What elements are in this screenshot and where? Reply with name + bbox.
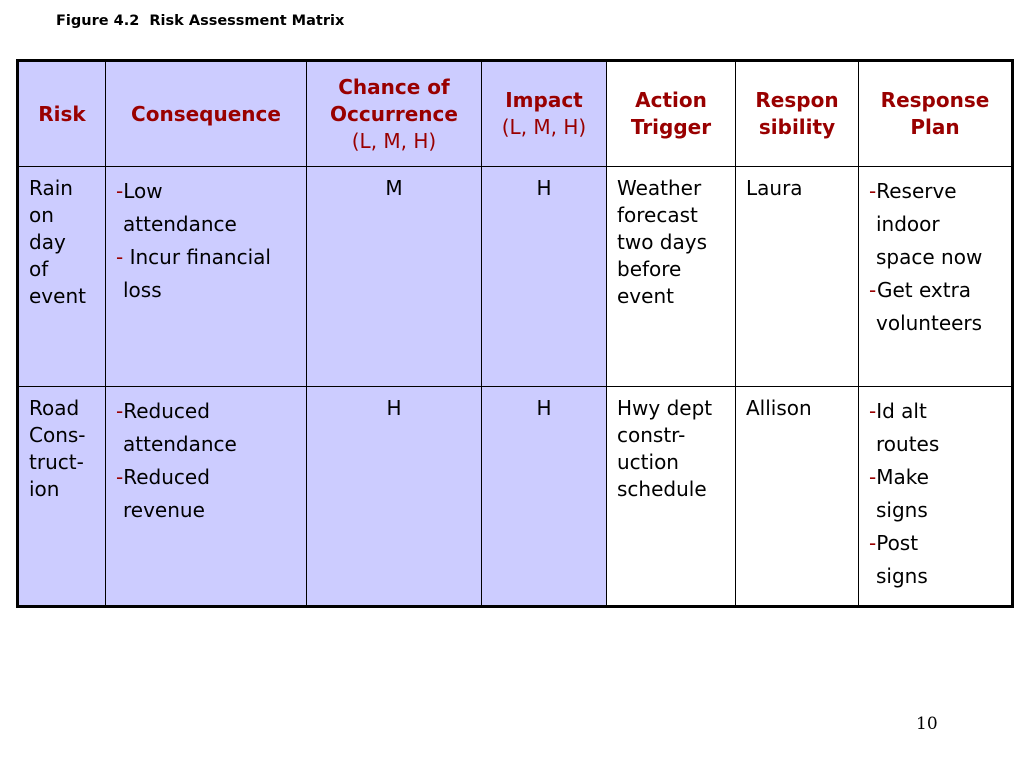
cell-text [607,387,735,503]
bullet-line [869,241,1001,274]
bullet-text: Post [876,531,919,555]
cell-line: constr- [617,423,686,447]
bullet-text: Get extra [876,278,972,302]
bullet-text: space now [876,245,983,269]
bullet-line [869,208,1001,241]
cell-impact [482,387,607,607]
cell-line: ion [29,477,60,501]
cell-line: event [29,284,86,308]
cell-risk [18,387,106,607]
bullet-line [869,428,1001,461]
risk-assessment-table [16,59,1014,608]
bullet-line [116,461,296,494]
cell-line: Hwy dept [617,396,713,420]
cell-chance [307,167,482,387]
cell-impact [482,167,607,387]
cell-action-trigger [607,167,736,387]
header-risk: Risk [18,61,106,167]
bullet-line [869,175,1001,208]
cell-value: Allison [746,396,812,420]
bullet-text: Reserve [876,179,957,203]
cell-chance [307,387,482,607]
cell-line: Cons- [29,423,86,447]
header-chance-title: Chance of Occurrence [330,74,458,126]
cell-responsibility [736,387,859,607]
bullet-text: Reduced [123,399,210,423]
cell-line: before [617,257,682,281]
cell-value: H [386,396,402,420]
cell-line: event [617,284,674,308]
header-action-trigger: Action Trigger [607,61,736,167]
cell-line: uction [617,450,679,474]
bullet-line [869,560,1001,593]
bullet-text: Id alt [876,399,927,423]
cell-value: H [536,396,552,420]
table-row [18,387,1013,607]
cell-response-plan [859,387,1013,607]
bullet-dash: - [116,399,124,423]
table-row [18,167,1013,387]
cell-line: two days [617,230,707,254]
cell-value: H [536,176,552,200]
header-impact-title: Impact [505,88,583,112]
bullet-line [116,175,296,208]
header-impact [482,61,607,167]
bullet-dash: - [869,465,877,489]
header-chance-scale: (L, M, H) [351,128,437,153]
bullet-line [869,461,1001,494]
bullet-text: loss [123,278,162,302]
header-consequence: Consequence [106,61,307,167]
bullet-line [116,494,296,527]
cell-responsibility [736,167,859,387]
header-chance-of-occurrence [307,61,482,167]
bullet-dash: - [869,179,877,203]
bullet-text: attendance [123,432,237,456]
bullet-text: signs [876,564,928,588]
bullet-dash: - [869,399,877,423]
bullet-line [869,307,1001,340]
bullet-text: volunteers [876,311,983,335]
cell-line: Road [29,396,80,420]
bullet-line [869,527,1001,560]
bullet-line [869,395,1001,428]
cell-value: Laura [746,176,803,200]
figure-caption: Figure 4.2 Risk Assessment Matrix [56,13,345,29]
cell-response-plan [859,167,1013,387]
header-responsibility: Respon sibility [736,61,859,167]
cell-line: of [29,257,49,281]
bullet-dash: - [116,179,124,203]
bullet-list [859,387,1011,593]
header-impact-scale: (L, M, H) [501,115,587,139]
bullet-text: revenue [123,498,205,522]
cell-action-trigger [607,387,736,607]
cell-consequence [106,167,307,387]
bullet-text: signs [876,498,928,522]
cell-line: Rain [29,176,73,200]
bullet-line [869,274,1001,307]
cell-line: truct- [29,450,84,474]
bullet-dash: - [869,531,877,555]
bullet-line [116,395,296,428]
cell-line: schedule [617,477,707,501]
bullet-dash: - [116,245,130,269]
cell-text [607,167,735,310]
bullet-dash: - [869,278,877,302]
cell-text [19,167,105,310]
bullet-list [859,167,1011,340]
bullet-dash: - [116,465,124,489]
cell-line: day [29,230,66,254]
bullet-text: routes [876,432,940,456]
bullet-text: Reduced [123,465,210,489]
header-row [18,61,1013,167]
bullet-text: Incur financial [129,245,271,269]
bullet-text: attendance [123,212,237,236]
cell-value: M [385,176,403,200]
header-response-plan: Response Plan [859,61,1013,167]
bullet-text: Make [876,465,929,489]
page-number: 10 [916,714,938,734]
bullet-text: Low [123,179,163,203]
bullet-line [116,208,296,241]
bullet-line [869,494,1001,527]
cell-risk [18,167,106,387]
bullet-line [116,274,296,307]
bullet-list [106,167,306,307]
bullet-line [116,241,296,274]
cell-line: on [29,203,54,227]
bullet-text: indoor [876,212,940,236]
cell-line: forecast [617,203,698,227]
bullet-line [116,428,296,461]
cell-text [19,387,105,503]
bullet-list [106,387,306,527]
cell-consequence [106,387,307,607]
cell-line: Weather [617,176,702,200]
